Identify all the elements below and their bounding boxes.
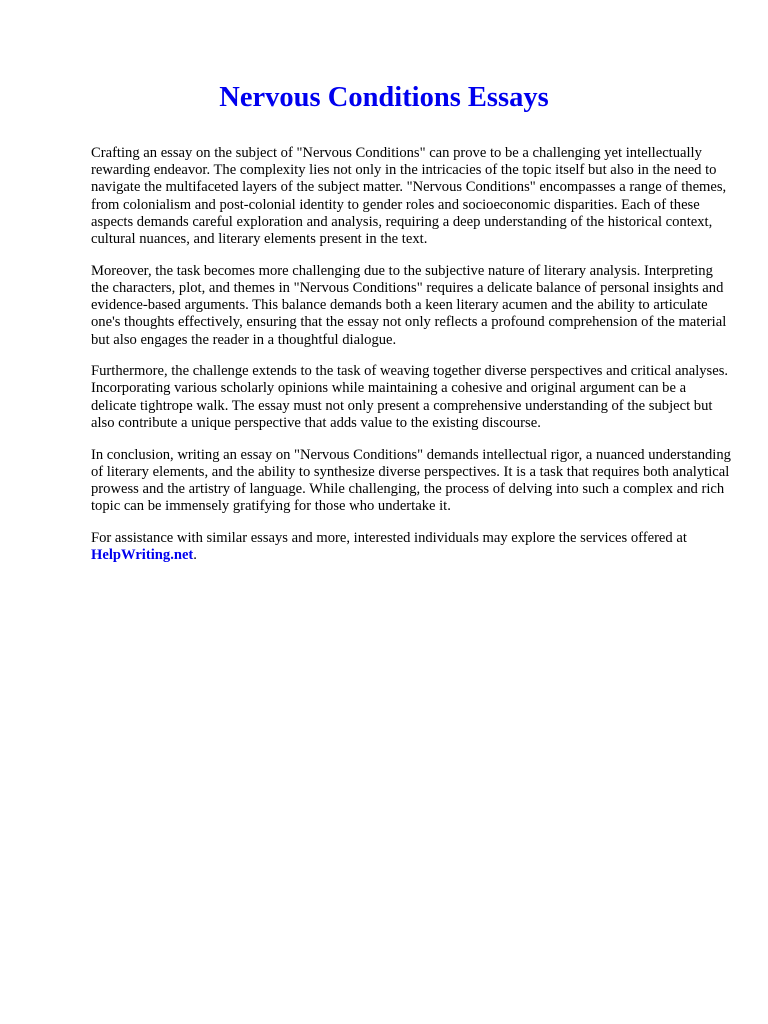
paragraph-4: In conclusion, writing an essay on "Nervous Conditions" demands intellectual rigor, a nuanced understanding of literary elements, and the ability to synthesize diverse perspectives. It is a task that requires both analytical prowess and the artistry of language. While challenging, the process of delving into such a complex and rich topic can be immensely gratifying for those who undertake it. — [91, 446, 731, 515]
paragraph-3: Furthermore, the challenge extends to the task of weaving together diverse perspectives and critical analyses. Incorporating various scholarly opinions while maintaining a cohesive and original argument can be a delicate tightrope walk. The essay must not only present a comprehensive understanding of the subject but also contribute a unique perspective that adds value to the existing discourse. — [91, 363, 729, 431]
paragraph-1: Crafting an essay on the subject of "Nervous Conditions" can prove to be a challenging yet intellectually rewarding endeavor. The complexity lies not only in the intricacies of the topic itself but also in the need to navigate the multifaceted layers of the subject matter. "Nervous Conditions" encompasses a range of themes, from colonialism and post-colonial identity to gender roles and socioeconomic disparities. Each of these aspects demands careful exploration and analysis, requiring a deep understanding of the historical context, cultural nuances, and literary elements present in the text. — [91, 145, 727, 248]
essay-body — [91, 145, 731, 579]
closing-text: For assistance with similar essays and more, interested individuals may explore the services offered at — [91, 529, 687, 546]
page-title: Nervous Conditions Essays — [219, 82, 549, 113]
closing-paragraph — [91, 530, 731, 564]
helpwriting-link[interactable]: HelpWriting.net — [91, 547, 194, 564]
closing-suffix: . — [193, 547, 197, 564]
paragraph-2: Moreover, the task becomes more challenging due to the subjective nature of literary analysis. Interpreting the characters, plot, and themes in "Nervous Conditions" requires a delicate balance of personal insights and evidence-based arguments. This balance demands both a keen literary acumen and the ability to articulate one's thoughts effectively, ensuring that the essay not only reflects a profound comprehension of the material but also engages the reader in a thoughtful dialogue. — [91, 262, 727, 348]
